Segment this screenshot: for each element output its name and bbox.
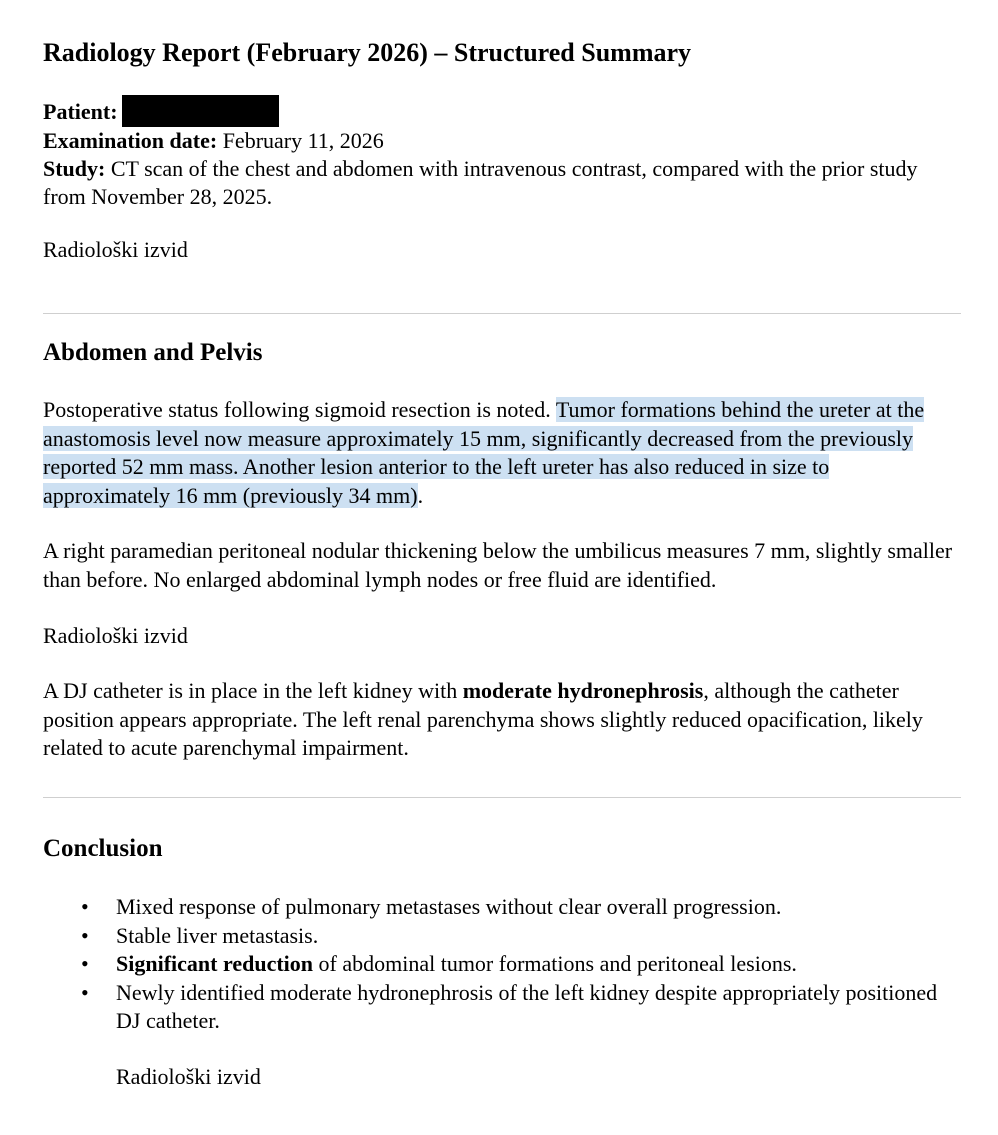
abdomen-p1-plain: Postoperative status following sigmoid resection is noted. [43, 397, 556, 422]
conclusion-item-text: Mixed response of pulmonary metastases without clear overall progression. [116, 894, 782, 919]
abdomen-heading: Abdomen and Pelvis [43, 339, 263, 366]
exam-date-value: February 11, 2026 [222, 128, 384, 153]
abdomen-paragraph-3 [43, 677, 961, 763]
divider-bottom [43, 797, 961, 798]
abdomen-paragraph-2: A right paramedian peritoneal nodular thickening below the umbilicus measures 7 mm, slightly smaller than before. No enlarged abdominal lymph nodes or free fluid are identified. [43, 538, 953, 592]
report-meta [43, 95, 961, 211]
study-value: CT scan of the chest and abdomen with intravenous contrast, compared with the prior study from November 28, 2025. [43, 156, 918, 209]
patient-label: Patient: [43, 99, 118, 124]
exam-date-label: Examination date: [43, 128, 218, 153]
bullet-icon: • [81, 951, 89, 976]
conclusion-item [43, 893, 961, 922]
abdomen-paragraph-1 [43, 396, 961, 510]
abdomen-p1-end: . [417, 482, 424, 508]
patient-name-redaction [122, 95, 279, 127]
study-label: Study: [43, 156, 106, 181]
conclusion-item [43, 950, 961, 979]
exam-date-line [43, 127, 961, 155]
selected-text-highlight[interactable]: Tumor formations behind the ureter at the anastomosis level now measure approximately 15 mm, significantly decreased from the previously reported 52 mm mass. Another lesion anterior to the left ureter has also reduced in size to approximately 16 mm (previously 34 mm) [43, 397, 925, 508]
abdomen-p3-before: A DJ catheter is in place in the left kidney with [43, 678, 463, 703]
source-note-middle: Radiološki izvid [43, 623, 188, 648]
abdomen-p3-after: , although the catheter position appears appropriate. The left renal parenchyma shows slightly reduced opacification, likely related to acute parenchymal impairment. [43, 678, 923, 760]
bullet-icon: • [81, 894, 89, 919]
bullet-icon: • [81, 979, 89, 1005]
hydronephrosis-bold: moderate hydronephrosis [462, 678, 704, 703]
study-line [43, 155, 961, 211]
conclusion-item-text: Newly identified moderate hydronephrosis of the left kidney despite appropriately positioned DJ catheter. [116, 979, 938, 1033]
conclusion-item [43, 979, 961, 1036]
conclusion-item-text: Stable liver metastasis. [116, 922, 319, 948]
source-note-top: Radiološki izvid [43, 237, 188, 262]
report-title: Radiology Report (February 2026) – Structured Summary [43, 38, 692, 67]
conclusion-item [43, 922, 961, 951]
source-note-bottom: Radiološki izvid [116, 1064, 261, 1089]
divider-top [43, 313, 961, 314]
conclusion-item-text: of abdominal tumor formations and peritoneal lesions. [313, 951, 797, 976]
conclusion-item-bold: Significant reduction [116, 951, 314, 976]
conclusion-list [43, 893, 961, 1036]
conclusion-heading: Conclusion [43, 835, 163, 862]
bullet-icon: • [81, 922, 89, 948]
patient-line [43, 95, 961, 127]
